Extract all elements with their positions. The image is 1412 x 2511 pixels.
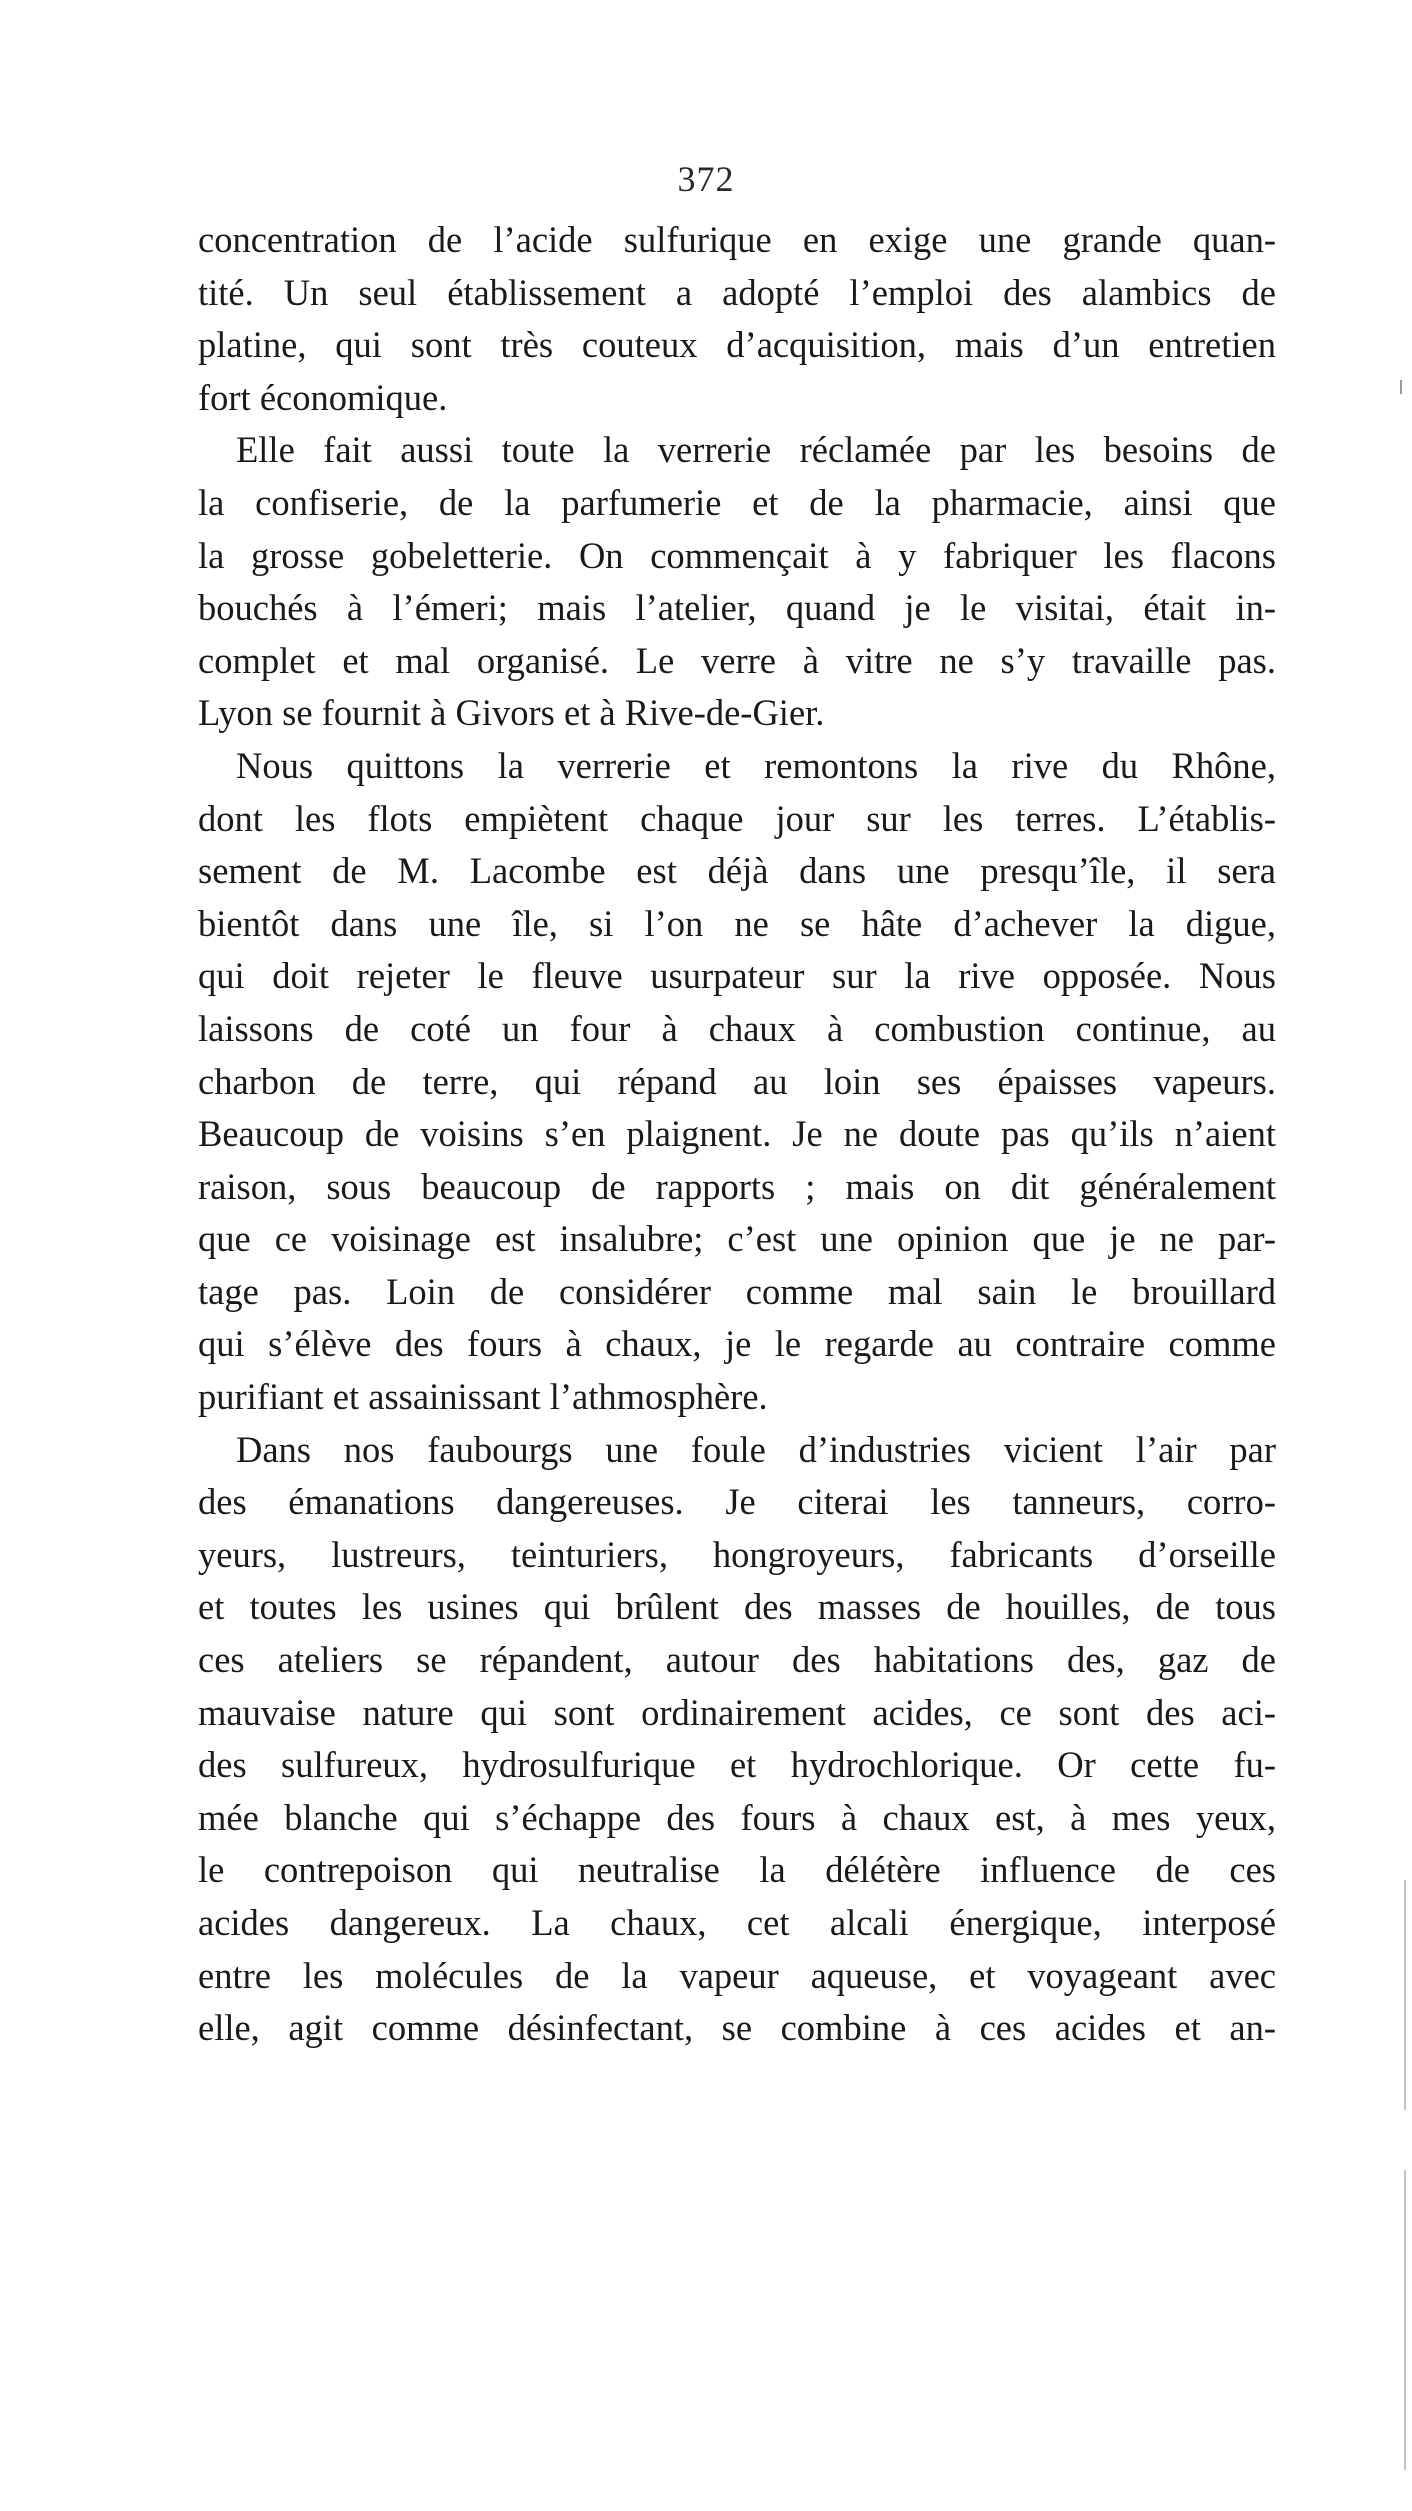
text-line: mée blanche qui s’échappe des fours à chaux est, à mes yeux, xyxy=(198,1796,1276,1838)
text-line: la grosse gobeletterie. On commençait à y fabriquer les flacons xyxy=(198,534,1276,576)
text-line: qui s’élève des fours à chaux, je le regarde au contraire comme xyxy=(198,1323,1276,1365)
text-line: la confiserie, de la parfumerie et de la pharmacie, ainsi que xyxy=(198,481,1276,523)
text-line: dont les flots empiètent chaque jour sur les terres. L’établis- xyxy=(198,797,1276,839)
text-line: elle, agit comme désinfectant, se combine à ces acides et an- xyxy=(198,2007,1276,2049)
text-line: laissons de coté un four à chaux à combustion continue, au xyxy=(198,1007,1276,1049)
text-line: des sulfureux, hydrosulfurique et hydrochlorique. Or cette fu- xyxy=(198,1744,1276,1786)
text-line: le contrepoison qui neutralise la délétère influence de ces xyxy=(198,1849,1276,1891)
text-line: complet et mal organisé. Le verre à vitre ne s’y travaille pas. xyxy=(198,639,1276,681)
text-line: bientôt dans une île, si l’on ne se hâte d’achever la digue, xyxy=(198,902,1276,944)
text-line: ces ateliers se répandent, autour des habitations des, gaz de xyxy=(198,1639,1276,1681)
text-line: et toutes les usines qui brûlent des masses de houilles, de tous xyxy=(198,1586,1276,1628)
text-line: Elle fait aussi toute la verrerie réclamée par les besoins de xyxy=(236,429,1276,471)
text-line: concentration de l’acide sulfurique en exige une grande quan- xyxy=(198,219,1276,260)
text-line: platine, qui sont très couteux d’acquisition, mais d’un entretien xyxy=(198,324,1276,366)
text-line: entre les molécules de la vapeur aqueuse, et voyageant avec xyxy=(198,1954,1276,1996)
text-line: que ce voisinage est insalubre; c’est une opinion que je ne par- xyxy=(198,1218,1276,1260)
text-line: tité. Un seul établissement a adopté l’emploi des alambics de xyxy=(198,271,1276,313)
text-line: Dans nos faubourgs une foule d’industries vicient l’air par xyxy=(236,1428,1276,1470)
paragraph-1 xyxy=(198,214,1276,424)
text-line: mauvaise nature qui sont ordinairement acides, ce sont des aci- xyxy=(198,1691,1276,1733)
text-line: yeurs, lustreurs, teinturiers, hongroyeurs, fabricants d’orseille xyxy=(198,1533,1276,1575)
text-line: Nous quittons la verrerie et remontons la rive du Rhône, xyxy=(236,744,1276,786)
text-line: fort économique. xyxy=(198,376,448,418)
text-line: purifiant et assainissant l’athmosphère. xyxy=(198,1376,768,1418)
text-line: des émanations dangereuses. Je citerai les tanneurs, corro- xyxy=(198,1481,1276,1523)
text-line: sement de M. Lacombe est déjà dans une presqu’île, il sera xyxy=(198,850,1276,892)
scan-artifact xyxy=(1400,380,1402,394)
text-line: bouchés à l’émeri; mais l’atelier, quand je le visitai, était in- xyxy=(198,587,1276,629)
scan-artifact xyxy=(1404,2170,1406,2470)
scan-artifact xyxy=(1404,1880,1406,2110)
text-line: raison, sous beaucoup de rapports ; mais on dit généralement xyxy=(198,1165,1276,1207)
paragraph-3 xyxy=(198,740,1276,1424)
text-line: acides dangereux. La chaux, cet alcali énergique, interposé xyxy=(198,1902,1276,1943)
text-line: Lyon se fournit à Givors et à Rive-de-Gier. xyxy=(198,692,825,734)
paragraph-4 xyxy=(198,1424,1276,2055)
page-body xyxy=(198,214,1276,2055)
text-line: qui doit rejeter le fleuve usurpateur sur la rive opposée. Nous xyxy=(198,955,1276,997)
text-line: charbon de terre, qui répand au loin ses épaisses vapeurs. xyxy=(198,1060,1276,1102)
text-line: tage pas. Loin de considérer comme mal sain le brouillard xyxy=(198,1270,1276,1312)
text-line: Beaucoup de voisins s’en plaignent. Je ne doute pas qu’ils n’aient xyxy=(198,1113,1276,1155)
paragraph-2 xyxy=(198,424,1276,740)
page-number: 372 xyxy=(677,159,735,199)
